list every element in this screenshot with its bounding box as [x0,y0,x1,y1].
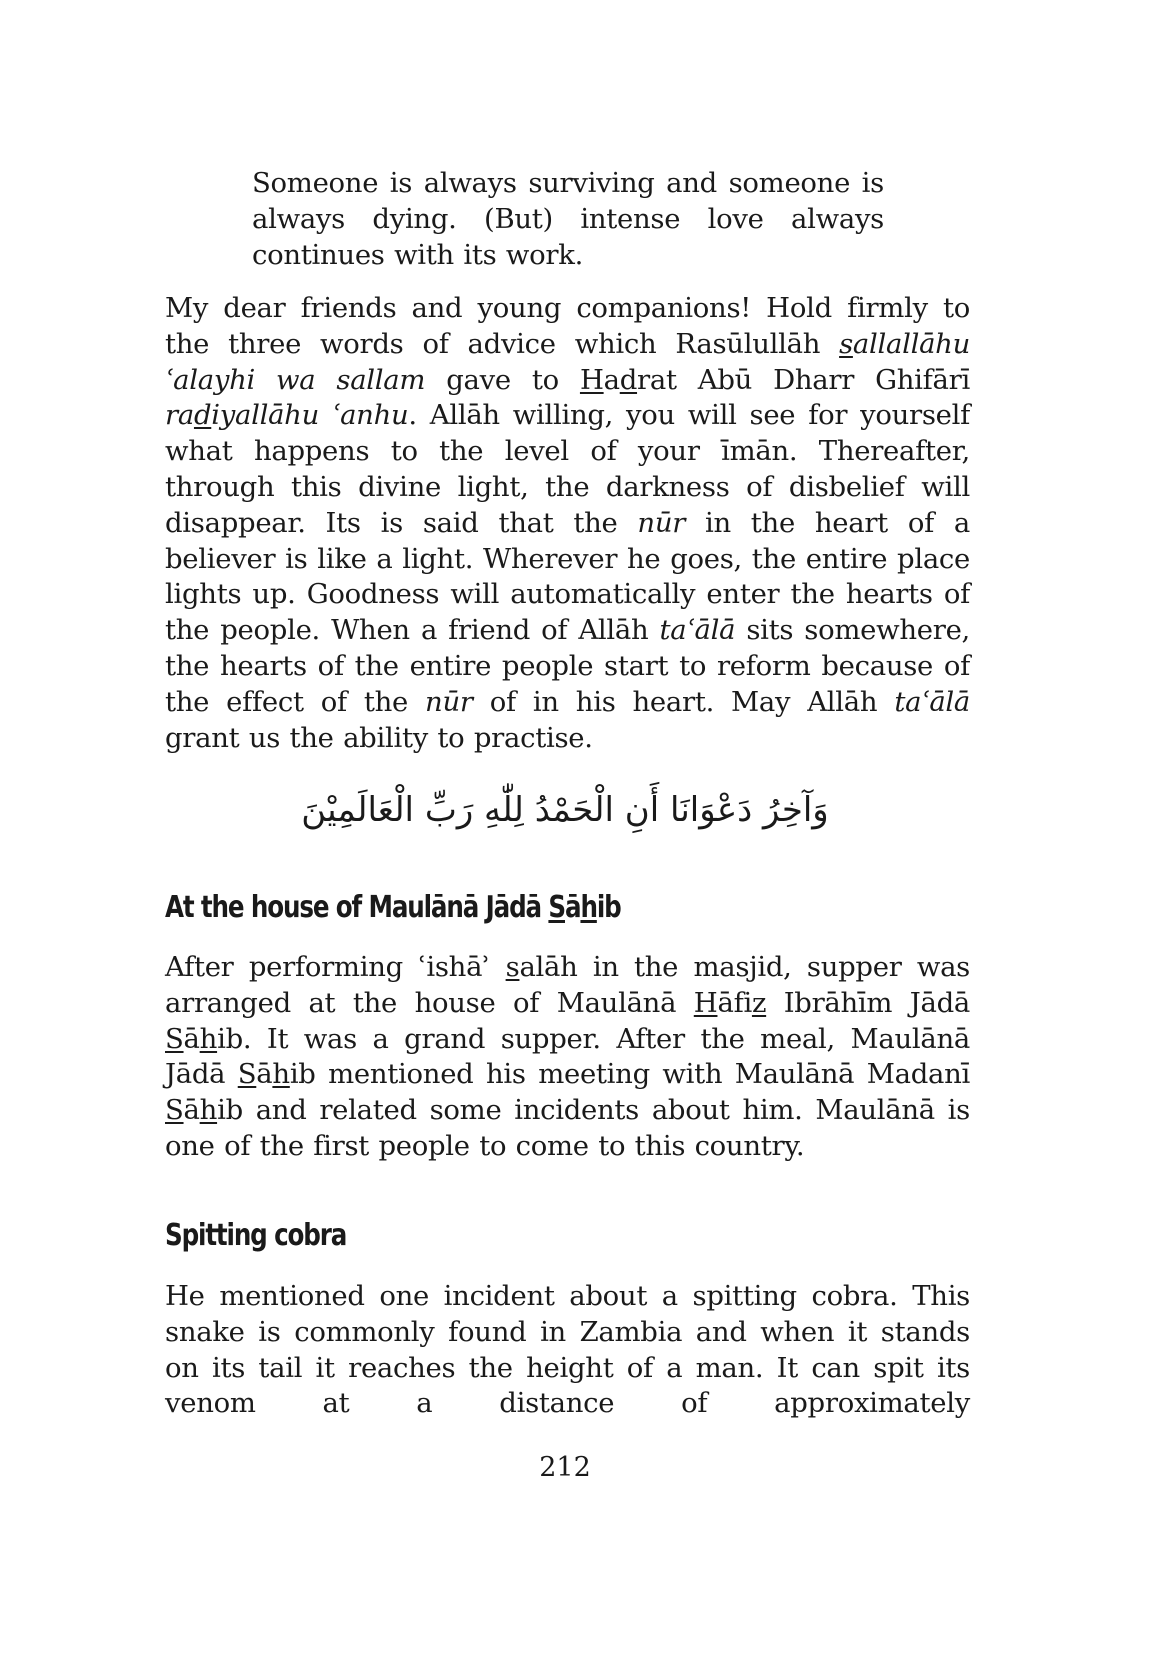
arabic-dua: وَآخِرُ دَعْوَانَا أَنِ الْحَمْدُ لِلّٰهِ رَبِّ الْعَالَمِيْنَ [301,790,829,830]
section-heading-jada-sahib: At the house of Maulānā Jādā Sāhib [165,890,621,925]
section-heading-spitting-cobra: Spitting cobra [165,1218,347,1253]
poem-stanza: Someone is always surviving and someone is always dying. (But) intense love always continues with its work. [252,167,884,271]
paragraph-cobra: He mentioned one incident about a spitting cobra. This snake is commonly found in Zambia and when it stands on its tail it reaches the height of a man. It can spit its venom at a distance of approximately [165,1280,970,1420]
paragraph-supper: After performing ʿishāʾ salāh in the masjid, supper was arranged at the house of Maulānā Hāfiz Ibrāhīm Jādā Sāhib. It was a grand supper. After the meal, Maulānā Jādā Sāhib mentioned his meeting with Maulānā Madanī Sāhib and related some incidents about him. Maulānā is one of the first people to come to this country. [165,951,970,1162]
paragraph-advice: My dear friends and young companions! Hold firmly to the three words of advice which Rasūlullāh sallallāhu ʿalayhi wa sallam gave to Hadrat Abū Dharr Ghifārī radiyallāhu ʿanhu. Allāh willing, you will see for yourself what happens to the level of your īmān. Thereafter, through this divine light, the darkness of disbelief will disappear. Its is said that the nūr in the heart of a believer is like a light. Wherever he goes, the entire place lights up. Goodness will automatically enter the hearts of the people. When a friend of Allāh taʿālā sits somewhere, the hearts of the entire people start to reform because of the effect of the nūr of in his heart. May Allāh taʿālā grant us the ability to practise. [165,292,971,754]
page-number: 212 [539,1452,591,1483]
